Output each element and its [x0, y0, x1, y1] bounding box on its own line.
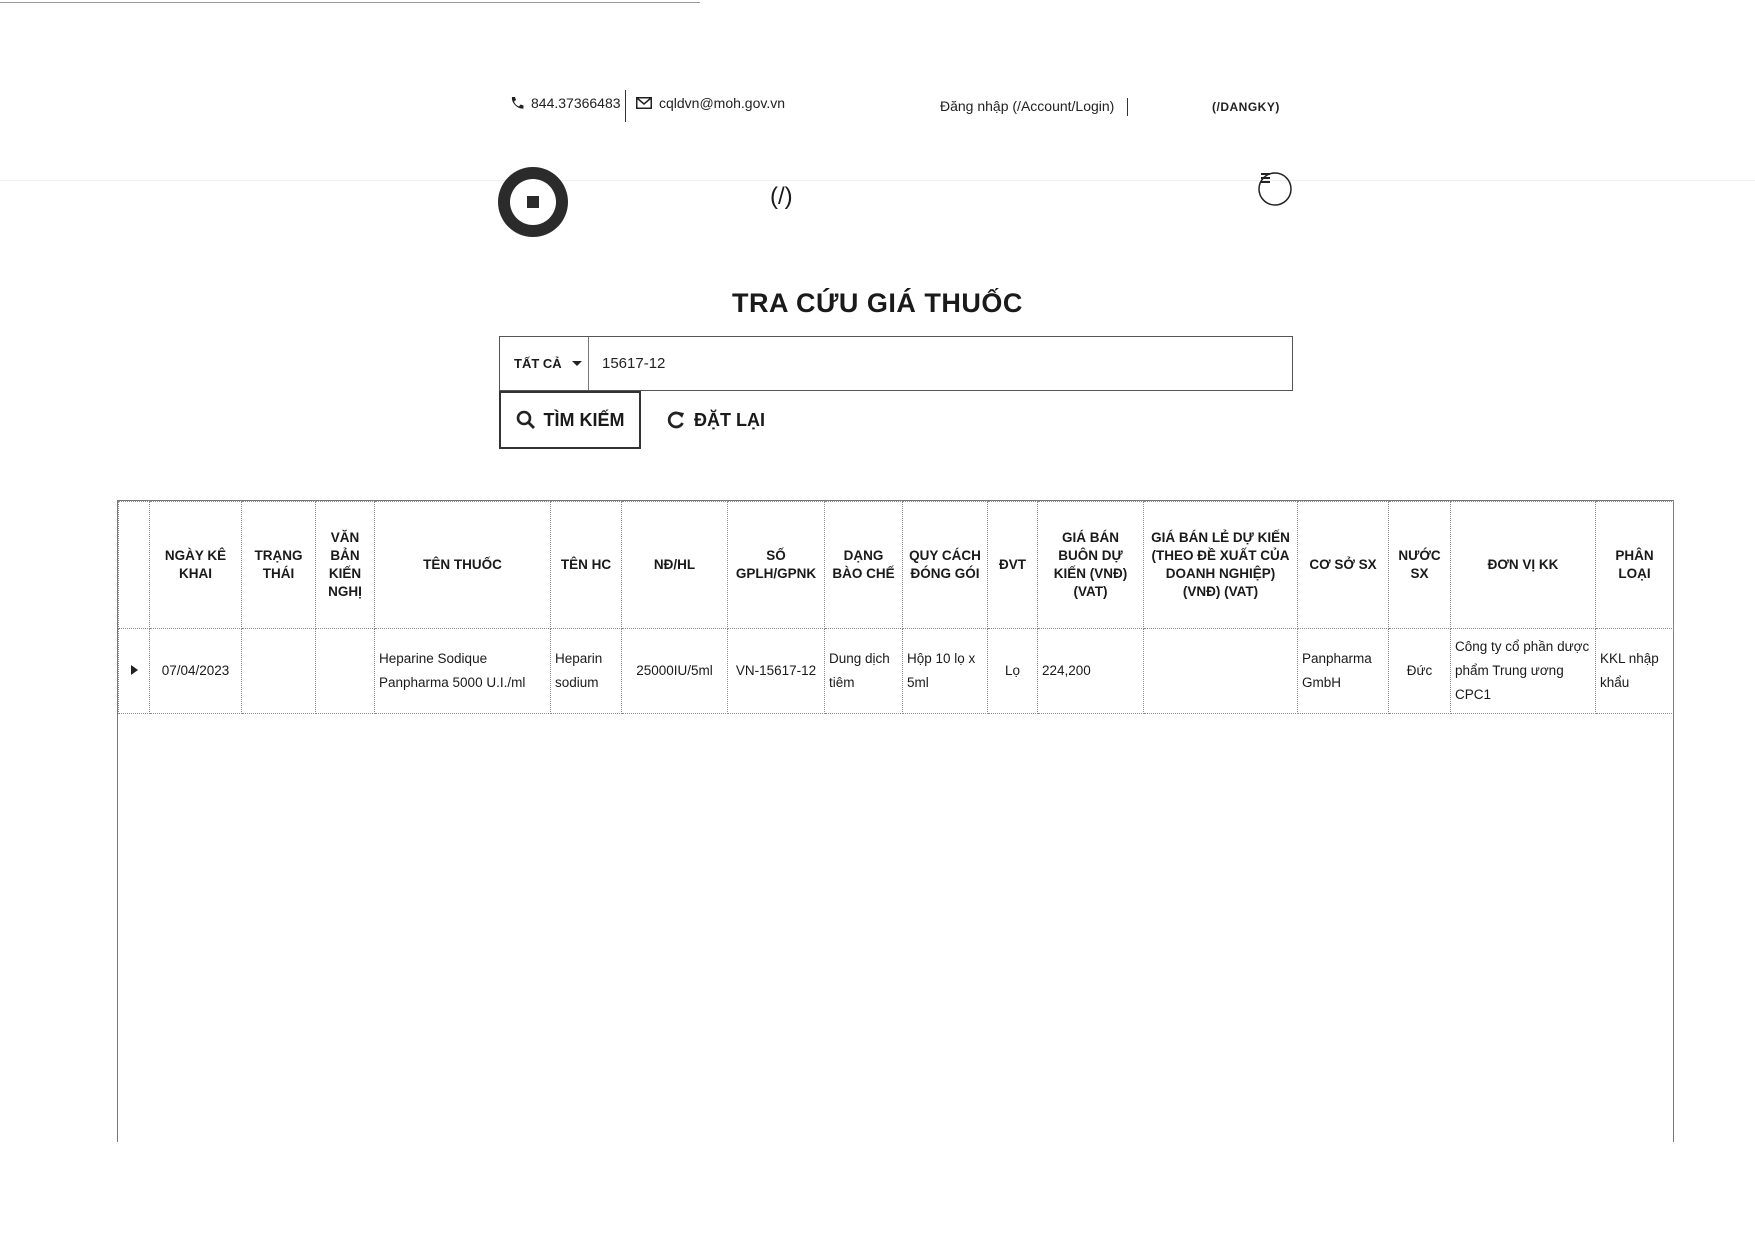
column-header[interactable]: SỐ GPLH/GPNK — [728, 502, 825, 629]
search-input[interactable] — [589, 337, 1292, 390]
search-bar — [499, 336, 1293, 391]
column-header[interactable]: VĂN BẢN KIẾN NGHỊ — [316, 502, 375, 629]
column-header[interactable]: QUY CÁCH ĐÓNG GÓI — [903, 502, 988, 629]
divider — [625, 90, 626, 122]
page-title: TRA CỨU GIÁ THUỐC — [732, 288, 1023, 318]
row-expander[interactable] — [119, 629, 150, 714]
register-link[interactable]: (/DANGKY) — [1212, 100, 1280, 114]
table-cell: Công ty cổ phần dược phẩm Trung ương CPC1 — [1451, 629, 1596, 714]
table-cell: 07/04/2023 — [150, 629, 242, 714]
search-button-label: TÌM KIẾM — [543, 409, 625, 430]
phone-number[interactable]: 844.37366483 — [531, 95, 621, 111]
login-link[interactable]: Đăng nhập (/Account/Login) — [940, 98, 1115, 114]
table-header-row — [119, 502, 1674, 629]
scan-edge — [0, 180, 1755, 181]
column-header[interactable]: NGÀY KÊ KHAI — [150, 502, 242, 629]
search-button[interactable] — [499, 391, 641, 449]
table-cell — [242, 629, 316, 714]
column-header[interactable]: ĐVT — [988, 502, 1038, 629]
table-cell: Hộp 10 lọ x 5ml — [903, 629, 988, 714]
scan-edge — [0, 2, 700, 3]
column-header[interactable]: ĐƠN VỊ KK — [1451, 502, 1596, 629]
table-cell: 25000IU/5ml — [622, 629, 728, 714]
table-cell: Lọ — [988, 629, 1038, 714]
caret-right-icon — [131, 665, 138, 675]
phone-icon — [510, 96, 524, 110]
menu-icon[interactable] — [1256, 170, 1294, 208]
expander-header — [119, 502, 150, 629]
table-cell: Heparine Sodique Panpharma 5000 U.I./ml — [375, 629, 551, 714]
email-link[interactable]: cqldvn@moh.gov.vn — [659, 95, 786, 111]
divider — [1127, 98, 1128, 116]
home-link[interactable]: (/) — [770, 183, 793, 210]
column-header[interactable]: NƯỚC SX — [1389, 502, 1451, 629]
scope-label: TẤT CẢ — [514, 356, 562, 371]
chevron-down-icon — [572, 361, 582, 366]
table-cell: Dung dịch tiêm — [825, 629, 903, 714]
refresh-icon — [666, 410, 686, 430]
mail-icon — [636, 97, 652, 109]
table-cell: Panpharma GmbH — [1298, 629, 1389, 714]
column-header[interactable]: GIÁ BÁN LẺ DỰ KIẾN (THEO ĐỀ XUẤT CỦA DOANH NGHIỆP) (VNĐ) (VAT) — [1144, 502, 1298, 629]
table-cell: 224,200 — [1038, 629, 1144, 714]
column-header[interactable]: CƠ SỞ SX — [1298, 502, 1389, 629]
table-cell: KKL nhập khẩu — [1596, 629, 1674, 714]
column-header[interactable]: NĐ/HL — [622, 502, 728, 629]
search-icon — [516, 410, 536, 430]
column-header[interactable]: PHÂN LOẠI — [1596, 502, 1674, 629]
reset-button[interactable] — [666, 391, 765, 449]
table-cell: Heparin sodium — [551, 629, 622, 714]
column-header[interactable]: TÊN THUỐC — [375, 502, 551, 629]
table-cell: Đức — [1389, 629, 1451, 714]
scope-dropdown[interactable] — [500, 337, 589, 390]
column-header[interactable]: TRẠNG THÁI — [242, 502, 316, 629]
table-cell — [1144, 629, 1298, 714]
column-header[interactable]: DẠNG BÀO CHẾ — [825, 502, 903, 629]
table-cell — [316, 629, 375, 714]
table-row[interactable] — [119, 629, 1674, 714]
results-table — [117, 500, 1674, 1142]
ministry-logo[interactable] — [498, 167, 568, 237]
column-header[interactable]: GIÁ BÁN BUÔN DỰ KIẾN (VNĐ) (VAT) — [1038, 502, 1144, 629]
column-header[interactable]: TÊN HC — [551, 502, 622, 629]
table-cell: VN-15617-12 — [728, 629, 825, 714]
reset-button-label: ĐẶT LẠI — [694, 409, 765, 430]
